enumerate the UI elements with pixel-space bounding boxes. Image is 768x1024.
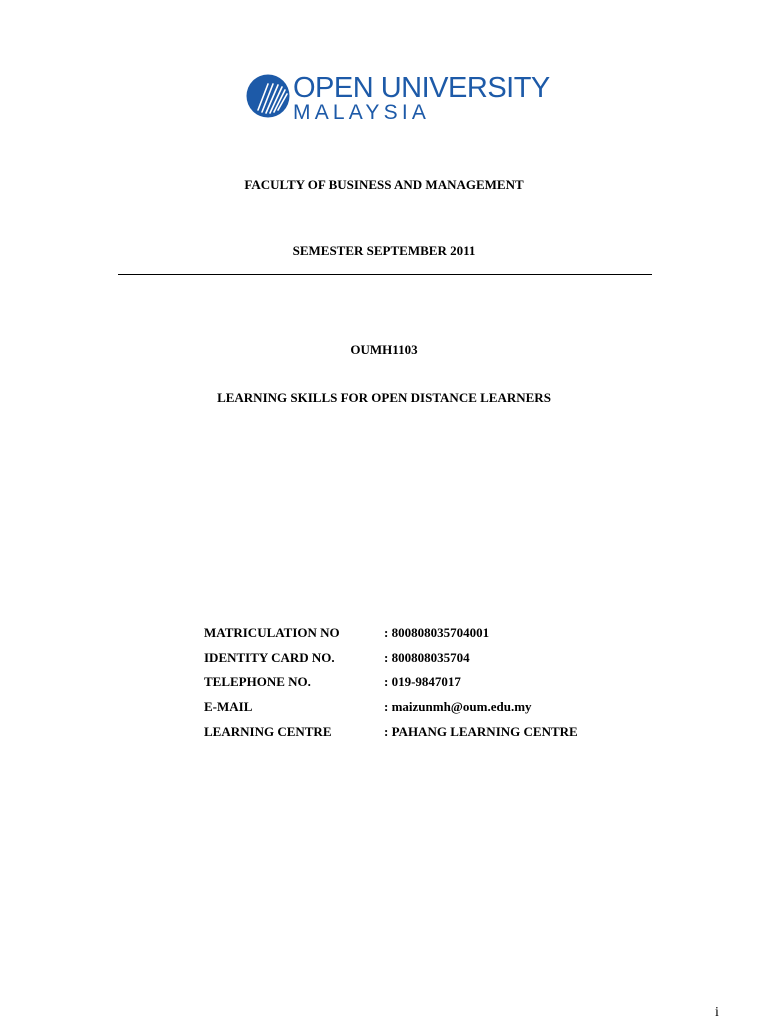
detail-label: LEARNING CENTRE xyxy=(204,723,332,739)
detail-value: : PAHANG LEARNING CENTRE xyxy=(384,723,578,739)
detail-value: : 800808035704 xyxy=(384,649,470,665)
horizontal-rule xyxy=(118,274,652,275)
oum-emblem-icon xyxy=(246,74,290,118)
detail-label: MATRICULATION NO xyxy=(204,625,340,640)
logo-text-secondary: MALAYSIA xyxy=(293,101,431,124)
page-number: i xyxy=(715,1005,719,1020)
detail-label: TELEPHONE NO. xyxy=(204,674,311,690)
detail-value: : 800808035704001 xyxy=(384,625,490,640)
course-title: LEARNING SKILLS FOR OPEN DISTANCE LEARNERS xyxy=(217,390,551,405)
university-logo xyxy=(246,72,550,128)
detail-value: : maizunmh@oum.edu.my xyxy=(384,699,532,715)
faculty-heading: FACULTY OF BUSINESS AND MANAGEMENT xyxy=(244,177,524,192)
detail-label: IDENTITY CARD NO. xyxy=(204,649,335,665)
course-code: OUMH1103 xyxy=(350,342,418,357)
detail-value: : 019-9847017 xyxy=(384,674,461,690)
semester-heading: SEMESTER SEPTEMBER 2011 xyxy=(292,243,476,258)
detail-label: E-MAIL xyxy=(204,699,253,715)
logo-text-primary: OPEN UNIVERSITY xyxy=(293,72,550,104)
